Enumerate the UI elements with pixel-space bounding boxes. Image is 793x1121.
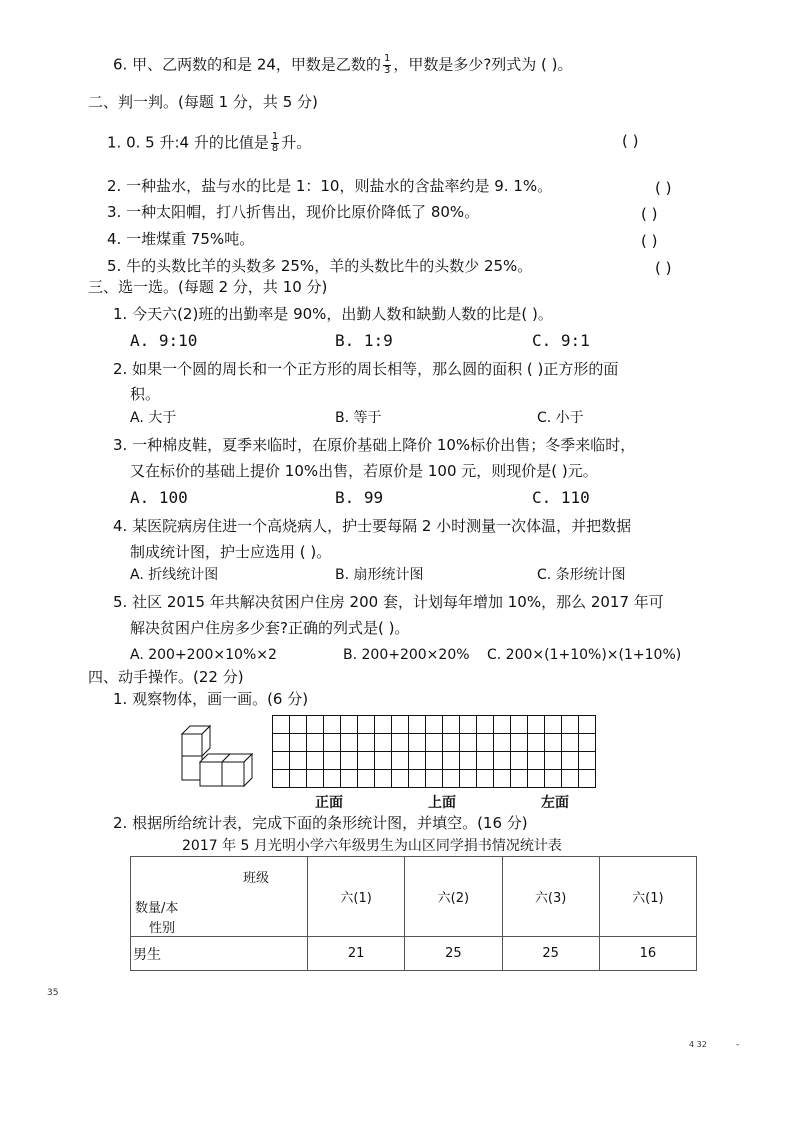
grid-cell[interactable]	[528, 770, 545, 788]
row-label: 男生	[131, 937, 308, 971]
grid-cell[interactable]	[409, 716, 426, 734]
s2-q1-fraction	[271, 132, 279, 154]
s3-q3-line2: 又在标价的基础上提价 10%出售，若原价是 100 元，则现价是( )元。	[130, 462, 598, 480]
s2-q2: 2. 一种盐水，盐与水的比是 1：10，则盐水的含盐率约是 9. 1%。	[107, 177, 553, 195]
s3-q2-line1: 2. 如果一个圆的周长和一个正方形的周长相等，那么圆的面积 ( )正方形的面	[113, 360, 619, 378]
column-header: 六(2)	[405, 857, 502, 937]
grid-cell[interactable]	[443, 716, 460, 734]
grid-cell[interactable]	[290, 716, 307, 734]
drawing-grid[interactable]	[272, 715, 596, 788]
s3-q3-option-c[interactable]: C. 110	[532, 488, 590, 507]
footer-dash: -	[736, 1040, 740, 1050]
s2-q1	[107, 132, 311, 154]
grid-cell[interactable]	[494, 716, 511, 734]
cubes-figure	[178, 722, 268, 788]
grid-cell[interactable]	[562, 734, 579, 752]
grid-cell[interactable]	[392, 734, 409, 752]
s3-q4-line2: 制成统计图，护士应选用 ( )。	[130, 543, 332, 561]
s3-q4-option-b[interactable]: B. 扇形统计图	[335, 567, 424, 583]
grid-cell[interactable]	[511, 770, 528, 788]
table-cell: 25	[502, 937, 599, 971]
grid-cell[interactable]	[324, 734, 341, 752]
q6-line	[113, 54, 573, 76]
s2-q1-post: 升。	[281, 133, 312, 152]
s3-q5-line1: 5. 社区 2015 年共解决贫困户住房 200 套，计划每年增加 10%，那么 2017 年可	[113, 593, 664, 611]
grid-cell[interactable]	[307, 752, 324, 770]
grid-cell[interactable]	[426, 770, 443, 788]
header-gender: 性别	[149, 921, 176, 936]
grid-cell[interactable]	[477, 716, 494, 734]
grid-cell[interactable]	[273, 770, 290, 788]
table-row	[131, 937, 697, 971]
s3-q1-option-a[interactable]: A. 9:10	[130, 331, 198, 350]
grid-cell[interactable]	[409, 752, 426, 770]
grid-cell[interactable]	[528, 752, 545, 770]
s3-q2-option-b[interactable]: B. 等于	[335, 410, 382, 426]
header-class: 班级	[243, 871, 270, 886]
grid-cell[interactable]	[324, 752, 341, 770]
grid-cell[interactable]	[460, 752, 477, 770]
s3-q5-option-a[interactable]: A. 200+200×10%×2	[130, 647, 277, 663]
grid-cell[interactable]	[562, 716, 579, 734]
grid-cell[interactable]	[341, 770, 358, 788]
s3-q4-line1: 4. 某医院病房住进一个高烧病人，护士要每隔 2 小时测量一次体温，并把数据	[113, 517, 632, 535]
q6-frac-den: 3	[383, 64, 391, 76]
s3-q1: 1. 今天六(2)班的出勤率是 90%，出勤人数和缺勤人数的比是( )。	[113, 305, 553, 323]
grid-cell[interactable]	[494, 734, 511, 752]
grid-cell[interactable]	[562, 752, 579, 770]
section4-title: 四、动手操作。(22 分)	[88, 668, 244, 686]
footer-right-number: 4 32	[689, 1040, 707, 1049]
grid-cell[interactable]	[545, 752, 562, 770]
table-corner-cell	[131, 857, 308, 937]
s3-q4-option-c[interactable]: C. 条形统计图	[537, 567, 626, 583]
s2-q1-frac-den: 8	[271, 142, 279, 154]
grid-cell[interactable]	[290, 752, 307, 770]
grid-cell[interactable]	[426, 734, 443, 752]
view-label-top: 上面	[428, 795, 456, 811]
s2-q5: 5. 牛的头数比羊的头数多 25%，羊的头数比牛的头数少 25%。	[107, 257, 533, 275]
grid-cell[interactable]	[375, 734, 392, 752]
grid-cell[interactable]	[477, 770, 494, 788]
grid-cell[interactable]	[562, 770, 579, 788]
s2-q3: 3. 一种太阳帽，打八折售出，现价比原价降低了 80%。	[107, 203, 480, 221]
column-header: 六(1)	[599, 857, 696, 937]
column-header: 六(1)	[308, 857, 405, 937]
grid-cell[interactable]	[409, 770, 426, 788]
grid-cell[interactable]	[307, 770, 324, 788]
s2-q1-frac-num: 1	[271, 131, 279, 142]
grid-cell[interactable]	[443, 752, 460, 770]
s4-q2: 2. 根据所给统计表，完成下面的条形统计图，并填空。(16 分)	[113, 814, 528, 832]
grid-cell[interactable]	[358, 716, 375, 734]
grid-cell[interactable]	[443, 770, 460, 788]
grid-cell[interactable]	[324, 770, 341, 788]
grid-cell[interactable]	[358, 770, 375, 788]
grid-cell[interactable]	[494, 752, 511, 770]
grid-cell[interactable]	[307, 716, 324, 734]
grid-cell[interactable]	[290, 770, 307, 788]
s3-q2-option-c[interactable]: C. 小于	[537, 410, 584, 426]
s2-q4-answer-blank[interactable]: ( )	[641, 232, 658, 250]
s3-q3-option-b[interactable]: B. 99	[335, 488, 384, 507]
grid-cell[interactable]	[511, 716, 528, 734]
grid-cell[interactable]	[290, 734, 307, 752]
grid-cell[interactable]	[460, 770, 477, 788]
table-title: 2017 年 5 月光明小学六年级男生为山区同学捐书情况统计表	[182, 838, 562, 854]
grid-cell[interactable]	[545, 716, 562, 734]
grid-cell[interactable]	[375, 752, 392, 770]
grid-cell[interactable]	[273, 752, 290, 770]
s3-q4-option-a[interactable]: A. 折线统计图	[130, 567, 219, 583]
q6-frac-num: 1	[383, 53, 391, 64]
grid-cell[interactable]	[511, 752, 528, 770]
s2-q4: 4. 一堆煤重 75%吨。	[107, 230, 255, 248]
s4-q1: 1. 观察物体，画一画。(6 分)	[113, 690, 309, 708]
s3-q5-line2: 解决贫困户住房多少套?正确的列式是( )。	[130, 619, 410, 637]
s2-q1-pre: 1. 0. 5 升:4 升的比值是	[107, 133, 269, 152]
grid-cell[interactable]	[426, 716, 443, 734]
grid-cell[interactable]	[409, 734, 426, 752]
s3-q2-option-a[interactable]: A. 大于	[130, 410, 177, 426]
grid-cell[interactable]	[392, 770, 409, 788]
s2-q3-answer-blank[interactable]: ( )	[641, 205, 658, 223]
section2-title: 二、判一判。(每题 1 分，共 5 分)	[88, 93, 318, 111]
grid-cell[interactable]	[460, 734, 477, 752]
s3-q5-option-b[interactable]: B. 200+200×20%	[343, 647, 470, 663]
s2-q5-answer-blank[interactable]: ( )	[655, 259, 672, 277]
table-header-row	[131, 857, 697, 937]
table-cell: 21	[308, 937, 405, 971]
table-cell: 25	[405, 937, 502, 971]
grid-cell[interactable]	[307, 734, 324, 752]
q6-post: ，甲数是多少?列式为 ( )。	[393, 55, 573, 74]
grid-cell[interactable]	[528, 716, 545, 734]
q6-fraction	[383, 54, 391, 76]
s3-q1-option-c[interactable]: C. 9:1	[532, 331, 590, 350]
s3-q5-option-c[interactable]: C. 200×(1+10%)×(1+10%)	[487, 647, 682, 663]
s3-q3-line1: 3. 一种棉皮鞋，夏季来临时，在原价基础上降价 10%标价出售；冬季来临时，	[113, 436, 636, 454]
grid-cell[interactable]	[579, 770, 596, 788]
grid-cell[interactable]	[358, 734, 375, 752]
table-cell: 16	[599, 937, 696, 971]
grid-cell[interactable]	[375, 716, 392, 734]
grid-cell[interactable]	[273, 716, 290, 734]
section3-title: 三、选一选。(每题 2 分，共 10 分)	[88, 278, 328, 296]
grid-cell[interactable]	[443, 734, 460, 752]
grid-cell[interactable]	[579, 752, 596, 770]
grid-cell[interactable]	[477, 752, 494, 770]
footer-left-number: 35	[47, 988, 59, 998]
grid-cell[interactable]	[579, 734, 596, 752]
grid-cell[interactable]	[545, 770, 562, 788]
grid-cell[interactable]	[477, 734, 494, 752]
grid-cell[interactable]	[341, 716, 358, 734]
s2-q2-answer-blank[interactable]: ( )	[655, 179, 672, 197]
grid-cell[interactable]	[392, 752, 409, 770]
grid-cell[interactable]	[528, 734, 545, 752]
grid-cell[interactable]	[341, 734, 358, 752]
grid-cell[interactable]	[460, 716, 477, 734]
donation-table	[130, 856, 697, 971]
s3-q3-option-a[interactable]: A. 100	[130, 488, 188, 507]
grid-cell[interactable]	[341, 752, 358, 770]
grid-cell[interactable]	[273, 734, 290, 752]
s3-q2-line2: 积。	[130, 385, 161, 403]
view-label-front: 正面	[315, 795, 343, 811]
grid-cell[interactable]	[579, 716, 596, 734]
grid-cell[interactable]	[392, 716, 409, 734]
grid-cell[interactable]	[358, 752, 375, 770]
view-label-left: 左面	[541, 795, 569, 811]
grid-cell[interactable]	[426, 752, 443, 770]
grid-cell[interactable]	[545, 734, 562, 752]
column-header: 六(3)	[502, 857, 599, 937]
grid-cell[interactable]	[324, 716, 341, 734]
grid-cell[interactable]	[511, 734, 528, 752]
grid-cell[interactable]	[375, 770, 392, 788]
grid-cell[interactable]	[494, 770, 511, 788]
s3-q1-option-b[interactable]: B. 1:9	[335, 331, 393, 350]
q6-pre: 6. 甲、乙两数的和是 24，甲数是乙数的	[113, 55, 381, 74]
header-qty: 数量/本	[135, 901, 179, 916]
s2-q1-answer-blank[interactable]: ( )	[622, 132, 639, 150]
